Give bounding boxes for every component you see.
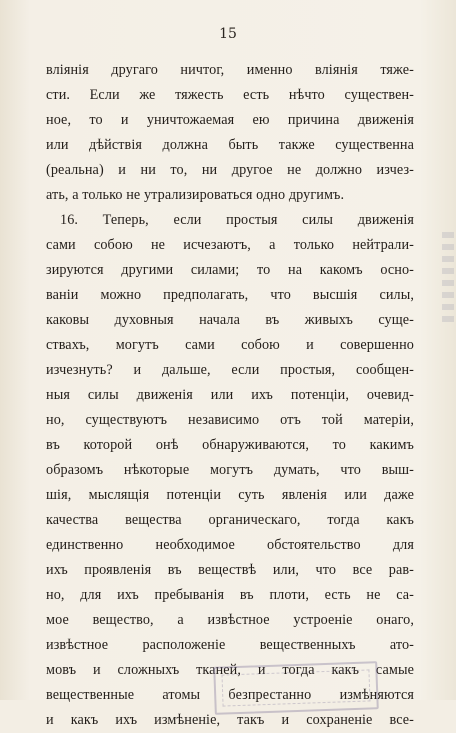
text-line: ствахъ, могутъ сами собою и совершенно: [46, 337, 414, 353]
text-line: вещественные атомы безпрестанно измѣняются: [46, 687, 414, 703]
text-line: извѣстное расположеніе вещественныхъ ато-: [46, 637, 414, 653]
text-line: мовъ и сложныхъ тканей, и тогда какъ самые: [46, 662, 414, 678]
body-text: [46, 58, 414, 733]
text-line: ать, а только не утрализироваться одно другимъ.: [46, 187, 345, 203]
text-line: шія, мыслящія потенціи суть явленія или даже: [46, 487, 414, 503]
text-line: но, для ихъ пребыванія въ плоти, есть не са-: [46, 587, 414, 603]
text-line: единственно необходимое обстоятельство для: [46, 537, 414, 553]
text-line: вліянія другаго ничтог, именно вліянія тяже-: [46, 62, 414, 78]
text-line: каковы духовныя начала въ живыхъ суще-: [46, 312, 414, 328]
library-stamp-inner: [221, 669, 370, 706]
text-line: ное, то и уничтожаемая ею причина движенія: [46, 112, 414, 128]
text-line: сти. Если же тяжесть есть нѣчто существен-: [46, 87, 414, 103]
text-line: мое вещество, а извѣстное устроеніе онаго,: [46, 612, 414, 628]
text-line: ныя силы движенія или ихъ потенціи, очевид-: [46, 387, 414, 403]
text-line: но, существуютъ независимо отъ той матеріи,: [46, 412, 414, 428]
text-line: и какъ ихъ измѣненіе, такъ и сохраненіе все-: [46, 712, 414, 728]
page-number: 15: [219, 26, 237, 42]
text-line: (реальна) и ни то, ни другое не должно изчез-: [46, 162, 414, 178]
text-line: зируются другими силами; то на какомъ осно-: [46, 262, 414, 278]
text-line: или дѣйствія должна быть также существенна: [46, 137, 414, 153]
text-line: ихъ проявленія въ веществѣ или, что все рав-: [46, 562, 414, 578]
text-line: въ которой онѣ обнаруживаются, то какимъ: [46, 437, 414, 453]
text-line: сами собою не исчезаютъ, а только нейтрали-: [46, 237, 414, 253]
text-line: качества вещества органическаго, тогда какъ: [46, 512, 414, 528]
bleed-through-mark: [442, 232, 454, 322]
text-line: изчезнуть? и дальше, если простыя, сообщен-: [46, 362, 414, 378]
library-stamp: [213, 661, 379, 715]
text-line: ваніи можно предполагать, что высшія силы,: [46, 287, 414, 303]
text-line: образомъ нѣкоторые могутъ думать, что выш-: [46, 462, 414, 478]
text-line: 16. Теперь, если простыя силы движенія: [60, 212, 414, 228]
